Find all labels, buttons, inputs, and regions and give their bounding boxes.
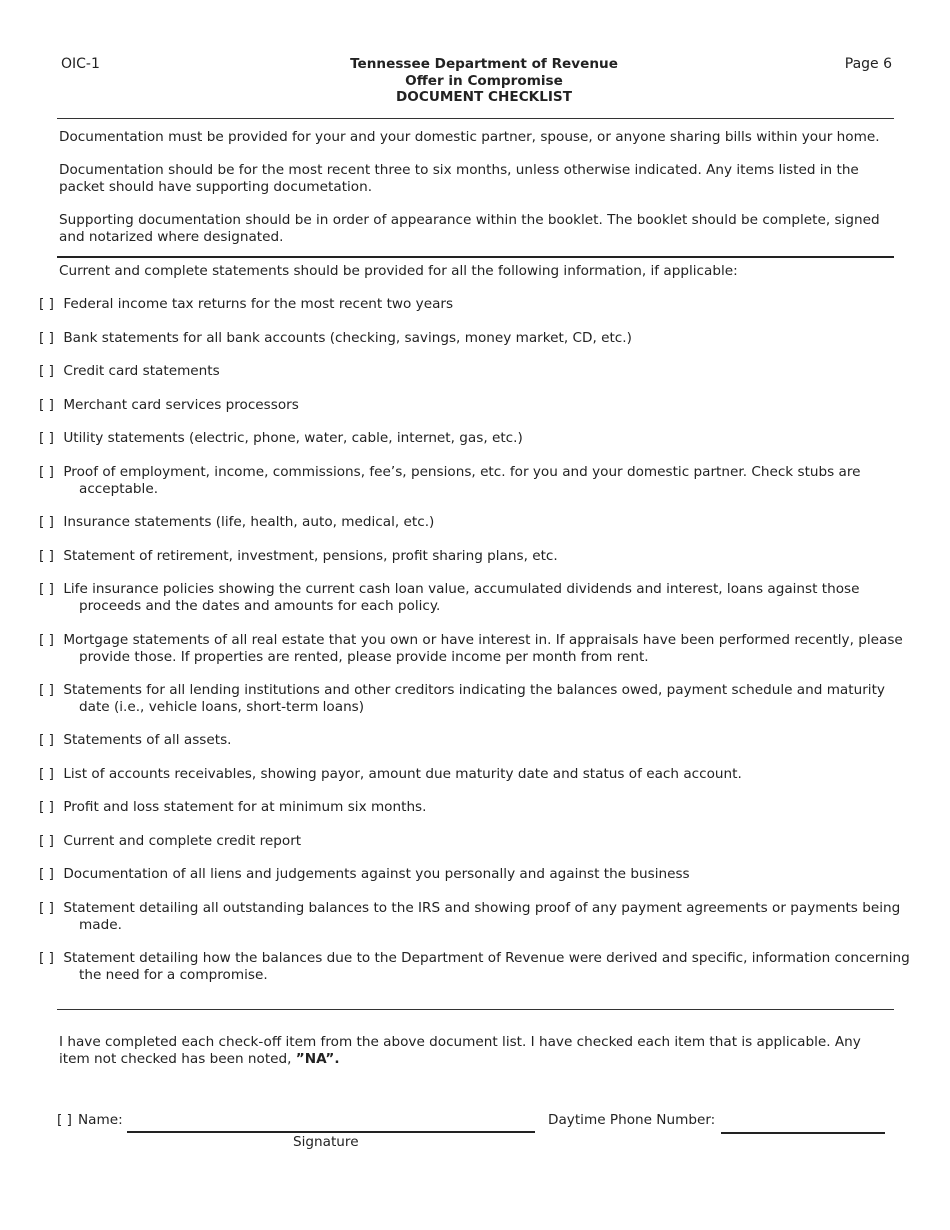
checklist-item-text: Credit card statements bbox=[63, 363, 220, 379]
intro-paragraph: Supporting documentation should be in order of appearance within the booklet. The booklet should be complete, signed and notarized where designated. bbox=[59, 212, 880, 245]
document-title: DOCUMENT CHECKLIST bbox=[396, 89, 572, 105]
checklist-item: [ ] Merchant card services processors bbox=[39, 397, 299, 413]
page-number: Page 6 bbox=[844, 56, 892, 72]
signature-caption: Signature bbox=[293, 1134, 359, 1150]
certification-statement bbox=[59, 1034, 894, 1068]
checklist-item-text: Bank statements for all bank accounts (checking, savings, money market, CD, etc.) bbox=[63, 330, 632, 346]
signature-checkbox[interactable]: [ ] bbox=[57, 1112, 72, 1128]
checklist-item: [ ] Statement detailing how the balances due to the Department of Revenue were derived and specific, information concerning the need for a compromise. bbox=[39, 950, 910, 983]
signature-line[interactable] bbox=[127, 1131, 535, 1133]
agency-name: Tennessee Department of Revenue bbox=[350, 56, 618, 72]
checklist-item: [ ] Insurance statements (life, health, auto, medical, etc.) bbox=[39, 514, 435, 530]
checklist-item-text: Statement of retirement, investment, pensions, profit sharing plans, etc. bbox=[63, 548, 558, 564]
checklist-item-text: Proof of employment, income, commissions, fee’s, pensions, etc. for you and your domestic partner. Check stubs are acceptable. bbox=[63, 464, 861, 497]
checklist-item: [ ] Credit card statements bbox=[39, 363, 220, 379]
phone-label: Daytime Phone Number: bbox=[548, 1112, 716, 1128]
intro-paragraph: Documentation should be for the most recent three to six months, unless otherwise indicated. Any items listed in the packet should have supporting documetation. bbox=[59, 162, 859, 195]
checklist-item: [ ] Proof of employment, income, commissions, fee’s, pensions, etc. for you and your domestic partner. Check stubs are acceptable. bbox=[39, 464, 861, 497]
checklist-item-text: Insurance statements (life, health, auto, medical, etc.) bbox=[63, 514, 435, 530]
phone-number-line[interactable] bbox=[721, 1132, 885, 1134]
checklist-item-text: Statements of all assets. bbox=[63, 732, 232, 748]
checklist-item-text: Mortgage statements of all real estate that you own or have interest in. If appraisals have been performed recently, please provide those. If properties are rented, please provide income per month from rent. bbox=[63, 632, 903, 665]
checklist-item: [ ] Documentation of all liens and judgements against you personally and against the business bbox=[39, 866, 690, 882]
checklist-item-text: List of accounts receivables, showing payor, amount due maturity date and status of each account. bbox=[63, 766, 742, 782]
footer-divider bbox=[57, 1009, 894, 1010]
checklist-item-text: Statements for all lending institutions and other creditors indicating the balances owed, payment schedule and maturity date (i.e., vehicle loans, short-term loans) bbox=[63, 682, 885, 715]
checklist-item-text: Utility statements (electric, phone, water, cable, internet, gas, etc.) bbox=[63, 430, 523, 446]
certification-text: I have completed each check-off item from the above document list. I have checked each item that is applicable. Any item not checked has been noted, bbox=[59, 1034, 861, 1067]
checklist-item: [ ] Statements for all lending institutions and other creditors indicating the balances owed, payment schedule and maturity date (i.e., vehicle loans, short-term loans) bbox=[39, 682, 885, 715]
checklist-item: [ ] Profit and loss statement for at minimum six months. bbox=[39, 799, 427, 815]
form-id: OIC-1 bbox=[61, 56, 100, 72]
checklist-item: [ ] Current and complete credit report bbox=[39, 833, 302, 849]
checklist-item-text: Merchant card services processors bbox=[63, 397, 299, 413]
document-header bbox=[0, 56, 950, 106]
header-divider bbox=[57, 118, 894, 119]
checklist-item-text: Statement detailing all outstanding balances to the IRS and showing proof of any payment agreements or payments being made. bbox=[63, 900, 901, 933]
checklist-item-text: Current and complete credit report bbox=[63, 833, 302, 849]
checklist-item: [ ] Statement detailing all outstanding balances to the IRS and showing proof of any payment agreements or payments being made. bbox=[39, 900, 901, 933]
form-subtitle: Offer in Compromise bbox=[405, 72, 563, 89]
checklist-item: [ ] Life insurance policies showing the current cash loan value, accumulated dividends and interest, loans against those proceeds and the dates and amounts for each policy. bbox=[39, 581, 860, 614]
checklist-item: [ ] Mortgage statements of all real estate that you own or have interest in. If appraisals have been performed recently, please provide those. If properties are rented, please provide income per month from rent. bbox=[39, 632, 903, 665]
checklist-lead: Current and complete statements should be provided for all the following information, if applicable: bbox=[59, 263, 738, 279]
checklist-item: [ ] Federal income tax returns for the most recent two years bbox=[39, 296, 454, 312]
intro-paragraph: Documentation must be provided for your and your domestic partner, spouse, or anyone sharing bills within your home. bbox=[59, 129, 880, 145]
checklist-item-text: Profit and loss statement for at minimum six months. bbox=[63, 799, 427, 815]
checklist-item-text: Documentation of all liens and judgements against you personally and against the business bbox=[63, 866, 690, 882]
name-label: Name: bbox=[78, 1112, 123, 1128]
checklist-item: [ ] List of accounts receivables, showing payor, amount due maturity date and status of each account. bbox=[39, 766, 742, 782]
section-divider bbox=[57, 256, 894, 258]
checklist-item: [ ] Bank statements for all bank accounts (checking, savings, money market, CD, etc.) bbox=[39, 330, 632, 346]
checklist-item-text: Life insurance policies showing the current cash loan value, accumulated dividends and interest, loans against those proceeds and the dates and amounts for each policy. bbox=[63, 581, 860, 614]
checklist-item: [ ] Statements of all assets. bbox=[39, 732, 232, 748]
checklist-item-text: Federal income tax returns for the most recent two years bbox=[63, 296, 454, 312]
checklist-item: [ ] Utility statements (electric, phone, water, cable, internet, gas, etc.) bbox=[39, 430, 523, 446]
checklist-item-text: Statement detailing how the balances due to the Department of Revenue were derived and specific, information concerning the need for a compromise. bbox=[63, 950, 910, 983]
na-marker: ”NA”. bbox=[295, 1051, 340, 1067]
checklist-item: [ ] Statement of retirement, investment, pensions, profit sharing plans, etc. bbox=[39, 548, 558, 564]
